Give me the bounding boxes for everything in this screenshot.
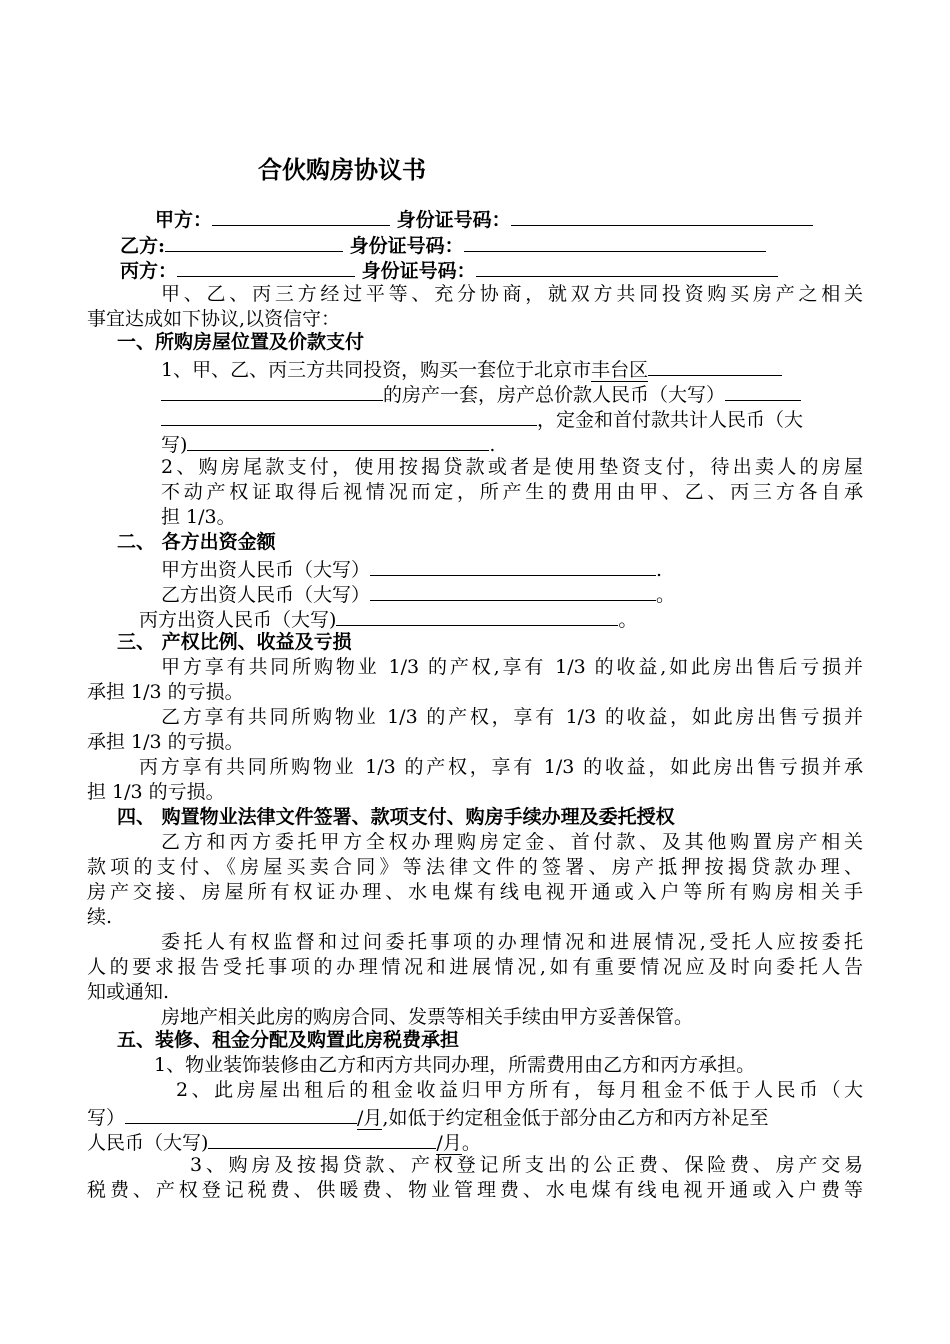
s4-p1-line-2: 款项的支付、《房屋买卖合同》等法律文件的签署、房产抵押按揭贷款办理、 <box>87 856 863 878</box>
party-a-contribution-blank <box>370 555 656 576</box>
rent-label: 写） <box>87 1107 126 1129</box>
total-price-blank <box>725 380 801 401</box>
total-price-blank-2 <box>161 405 537 426</box>
per-month: /月 <box>357 1107 383 1129</box>
party-a-row <box>155 205 813 233</box>
section-4-heading: 四、 购置物业法律文件签署、款项支付、购房手续办理及委托授权 <box>117 806 675 828</box>
s1-p1-line-4 <box>161 430 495 458</box>
period: . <box>489 434 496 456</box>
s4-p3: 房地产相关此房的购房合同、发票等相关手续由甲方妥善保管。 <box>161 1006 694 1028</box>
s5-p1: 1、物业装饰装修由乙方和丙方共同办理，所需费用由乙方和丙方承担。 <box>154 1054 756 1076</box>
s3-c-line-1: 丙方享有共同所购物业 1/3 的产权，享有 1/3 的收益，如此房出售亏损并承 <box>139 756 863 778</box>
per-month: /月 <box>436 1132 462 1154</box>
section-2-heading: 二、 各方出资金额 <box>117 531 276 553</box>
party-c-contribution <box>139 605 637 633</box>
party-c-label: 丙方： <box>120 260 178 282</box>
party-a-contribution <box>161 555 662 583</box>
party-c-name-blank <box>177 256 355 277</box>
district-value: 丰台区 <box>591 359 649 381</box>
period: 。 <box>461 1132 481 1154</box>
s1-p1-line-2 <box>161 380 801 408</box>
party-a-contribution-label: 甲方出资人民币（大写） <box>161 559 371 581</box>
section-1-heading: 一、所购房屋位置及价款支付 <box>117 331 365 353</box>
location-blank-2 <box>161 380 383 401</box>
s3-b-line-1: 乙方享有共同所购物业 1/3 的产权，享有 1/3 的收益，如此房出售亏损并 <box>161 706 863 728</box>
deposit-label-2: 写) <box>161 434 188 456</box>
s1-p2-line-3: 担 1/3。 <box>161 506 236 528</box>
s5-p3-line-1: 3、购房及按揭贷款、产权登记所支出的公正费、保险费、房产交易 <box>190 1154 863 1176</box>
party-b-contribution <box>161 580 675 608</box>
party-b-contribution-blank <box>370 580 656 601</box>
party-c-contribution-label: 丙方出资人民币（大写) <box>139 609 337 631</box>
deposit-blank <box>187 430 489 451</box>
s3-a-line-2: 承担 1/3 的亏损。 <box>87 681 244 703</box>
s5-p2-line-3 <box>87 1128 481 1156</box>
s5-p3-line-2: 税费、产权登记税费、供暖费、物业管理费、水电煤有线电视开通或入户费等 <box>87 1179 863 1201</box>
party-a-label: 甲方： <box>155 209 213 231</box>
s4-p2-line-2: 人的要求报告受托事项的办理情况和进展情况,如有重要情况应及时向委托人告 <box>87 956 863 978</box>
party-a-name-blank <box>212 205 390 226</box>
rent-blank <box>125 1103 357 1124</box>
s1-p1-text: 1、甲、乙、丙三方共同投资，购买一套位于北京市 <box>161 359 592 381</box>
party-c-contribution-blank <box>336 605 618 626</box>
intro-line-2: 事宜达成如下协议,以资信守： <box>87 308 341 330</box>
party-b-id-blank <box>464 231 766 252</box>
intro-line-1: 甲、乙、丙三方经过平等、充分协商，就双方共同投资购买房产之相关 <box>161 283 863 305</box>
s4-p1-line-3: 房产交接、房屋所有权证办理、水电煤有线电视开通或入户等所有购房相关手 <box>87 881 863 903</box>
s1-p1-line-3 <box>161 405 803 433</box>
period: 。 <box>618 609 638 631</box>
s4-p1-line-1: 乙方和丙方委托甲方全权办理购房定金、首付款、及其他购置房产相关 <box>161 831 863 853</box>
section-3-heading: 三、 产权比例、收益及亏损 <box>117 631 352 653</box>
total-price-label: 的房产一套，房产总价款人民币（大写） <box>383 384 726 406</box>
party-b-label: 乙方: <box>120 235 166 257</box>
period: . <box>656 559 663 581</box>
party-b-id-label: 身份证号码： <box>349 235 464 257</box>
s1-p1-line-1 <box>161 355 782 383</box>
party-b-name-blank <box>165 231 343 252</box>
shortfall-blank <box>208 1128 436 1149</box>
shortfall-label: 人民币（大写) <box>87 1132 209 1154</box>
s3-a-line-1: 甲方享有共同所购物业 1/3 的产权,享有 1/3 的收益,如此房出售后亏损并 <box>161 656 863 678</box>
party-c-row <box>120 256 778 284</box>
party-a-id-blank <box>511 205 813 226</box>
s3-c-line-2: 担 1/3 的亏损。 <box>87 781 225 803</box>
s5-p2-line-2 <box>87 1103 768 1131</box>
party-b-contribution-label: 乙方出资人民币（大写） <box>161 584 371 606</box>
party-a-id-label: 身份证号码： <box>396 209 511 231</box>
rent-shortfall-text: ,如低于约定租金低于部分由乙方和丙方补足至 <box>382 1107 769 1129</box>
location-blank <box>648 355 782 376</box>
s1-p2-line-2: 不动产权证取得后视情况而定，所产生的费用由甲、乙、丙三方各自承 <box>161 481 863 503</box>
s1-p2-line-1: 2、购房尾款支付，使用按揭贷款或者是使用垫资支付，待出卖人的房屋 <box>161 456 863 478</box>
s4-p2-line-1: 委托人有权监督和过问委托事项的办理情况和进展情况,受托人应按委托 <box>161 931 863 953</box>
party-c-id-blank <box>476 256 778 277</box>
party-c-id-label: 身份证号码： <box>361 260 476 282</box>
page-title: 合伙购房协议书 <box>258 155 426 184</box>
party-b-row <box>120 231 766 259</box>
s4-p2-line-3: 知或通知. <box>87 981 170 1003</box>
s4-p1-line-4: 续. <box>87 906 113 928</box>
section-5-heading: 五、装修、租金分配及购置此房税费承担 <box>117 1029 460 1051</box>
deposit-label: ，定金和首付款共计人民币（大 <box>537 409 804 431</box>
period: 。 <box>656 584 676 606</box>
s3-b-line-2: 承担 1/3 的亏损。 <box>87 731 244 753</box>
s5-p2-line-1: 2、此房屋出租后的租金收益归甲方所有，每月租金不低于人民币（大 <box>176 1079 863 1101</box>
